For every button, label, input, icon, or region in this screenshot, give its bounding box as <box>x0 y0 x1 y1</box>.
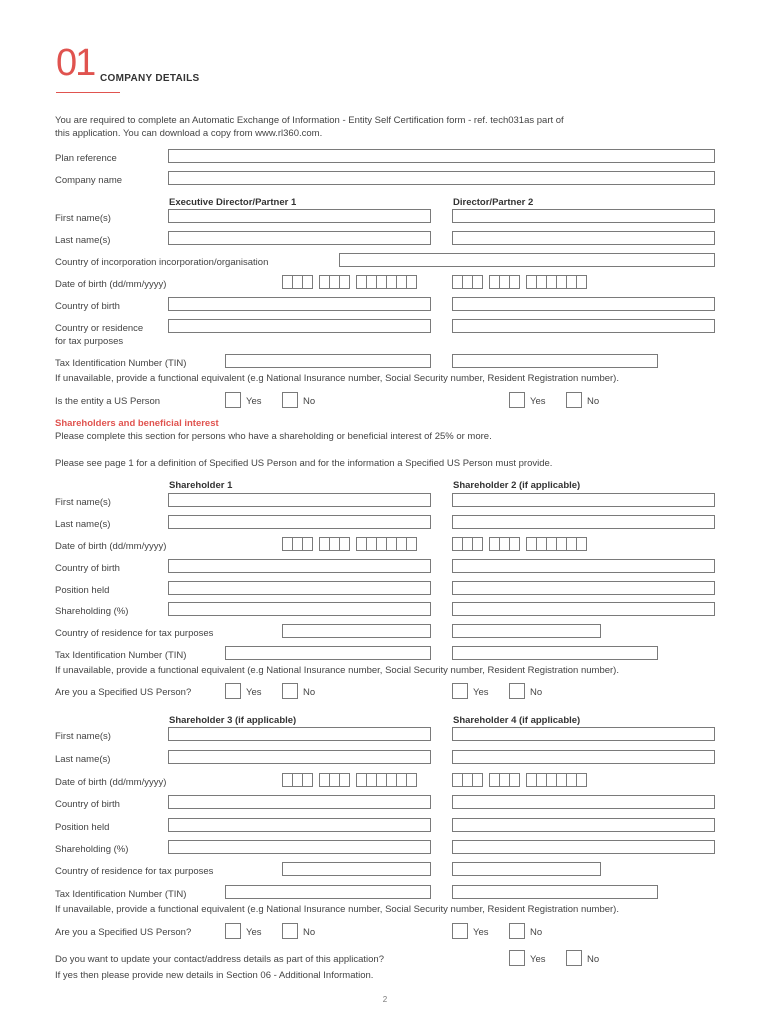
director-2-dob-field[interactable] <box>452 275 587 289</box>
update-no-label: No <box>587 954 600 965</box>
shareholder-3-position-field[interactable] <box>168 818 431 832</box>
shareholder-1-header: Shareholder 1 <box>169 480 233 491</box>
shareholder-2-us-no-label: No <box>530 687 543 698</box>
shareholder-4-us-no-label: No <box>530 927 543 938</box>
shareholder-1-us-no-checkbox[interactable] <box>282 683 298 699</box>
page-number: 2 <box>382 995 388 1004</box>
director-1-country-birth-field[interactable] <box>168 297 431 311</box>
plan-reference-label: Plan reference <box>55 153 117 164</box>
sh34-last-names-label: Last name(s) <box>55 754 111 765</box>
shareholder-4-first-names-field[interactable] <box>452 727 715 741</box>
shareholder-1-position-field[interactable] <box>168 581 431 595</box>
sh12-dob-label: Date of birth (dd/mm/yyyy) <box>55 541 167 552</box>
director-2-country-birth-field[interactable] <box>452 297 715 311</box>
shareholder-2-country-residence-field[interactable] <box>452 624 601 638</box>
director-1-tin-field[interactable] <box>225 354 431 368</box>
shareholder-1-shareholding-field[interactable] <box>168 602 431 616</box>
sh34-first-names-label: First name(s) <box>55 731 111 742</box>
shareholder-3-last-names-field[interactable] <box>168 750 431 764</box>
section-underline <box>56 92 120 93</box>
update-details-question: Do you want to update your contact/address details as part of this application? <box>55 954 385 965</box>
shareholder-4-country-birth-field[interactable] <box>452 795 715 809</box>
director-1-header: Executive Director/Partner 1 <box>169 197 297 208</box>
director-1-country-residence-field[interactable] <box>168 319 431 333</box>
shareholder-4-country-residence-field[interactable] <box>452 862 601 876</box>
update-yes-checkbox[interactable] <box>509 950 525 966</box>
director-last-names-label: Last name(s) <box>55 235 111 246</box>
sh12-position-label: Position held <box>55 585 110 596</box>
shareholder-3-shareholding-field[interactable] <box>168 840 431 854</box>
section-number: 01 <box>56 42 95 84</box>
shareholder-3-us-no-label: No <box>303 927 316 938</box>
shareholder-4-position-field[interactable] <box>452 818 715 832</box>
director-2-us-yes-label: Yes <box>530 396 546 407</box>
plan-reference-field[interactable] <box>168 149 715 163</box>
sh12-tin-note: If unavailable, provide a functional equivalent (e.g National Insurance number, Social Security number, Resident Registration number). <box>55 665 619 676</box>
shareholders-instruction-1: Please complete this section for persons who have a shareholding or beneficial interest of 25% or more. <box>55 431 492 442</box>
sh34-position-label: Position held <box>55 822 110 833</box>
director-1-us-no-checkbox[interactable] <box>282 392 298 408</box>
director-1-last-names-field[interactable] <box>168 231 431 245</box>
shareholder-3-us-yes-checkbox[interactable] <box>225 923 241 939</box>
sh34-shareholding-label: Shareholding (%) <box>55 844 129 855</box>
shareholder-2-us-yes-label: Yes <box>473 687 489 698</box>
shareholder-2-position-field[interactable] <box>452 581 715 595</box>
director-1-us-yes-checkbox[interactable] <box>225 392 241 408</box>
shareholder-1-country-residence-field[interactable] <box>282 624 431 638</box>
update-no-checkbox[interactable] <box>566 950 582 966</box>
shareholder-2-us-no-checkbox[interactable] <box>509 683 525 699</box>
update-yes-label: Yes <box>530 954 546 965</box>
shareholder-1-last-names-field[interactable] <box>168 515 431 529</box>
director-2-first-names-field[interactable] <box>452 209 715 223</box>
director-1-us-no-label: No <box>303 396 316 407</box>
sh34-tin-label: Tax Identification Number (TIN) <box>55 889 187 900</box>
sh12-us-person-label: Are you a Specified US Person? <box>55 687 192 698</box>
shareholder-2-tin-field[interactable] <box>452 646 658 660</box>
shareholder-3-first-names-field[interactable] <box>168 727 431 741</box>
shareholder-1-us-no-label: No <box>303 687 316 698</box>
sh12-shareholding-label: Shareholding (%) <box>55 606 129 617</box>
shareholder-2-shareholding-field[interactable] <box>452 602 715 616</box>
shareholder-3-country-residence-field[interactable] <box>282 862 431 876</box>
shareholder-4-shareholding-field[interactable] <box>452 840 715 854</box>
director-dob-label: Date of birth (dd/mm/yyyy) <box>55 279 167 290</box>
sh12-country-residence-label: Country of residence for tax purposes <box>55 628 214 639</box>
shareholder-1-country-birth-field[interactable] <box>168 559 431 573</box>
country-incorporation-field[interactable] <box>339 253 715 267</box>
shareholder-3-country-birth-field[interactable] <box>168 795 431 809</box>
shareholder-2-us-yes-checkbox[interactable] <box>452 683 468 699</box>
shareholder-4-dob-field[interactable] <box>452 773 587 787</box>
sh34-tin-note: If unavailable, provide a functional equivalent (e.g National Insurance number, Social Security number, Resident Registration number). <box>55 904 619 915</box>
shareholder-4-us-yes-label: Yes <box>473 927 489 938</box>
shareholder-2-header: Shareholder 2 (if applicable) <box>453 480 581 491</box>
director-tin-label: Tax Identification Number (TIN) <box>55 358 187 369</box>
director-2-us-no-label: No <box>587 396 600 407</box>
sh34-country-residence-label: Country of residence for tax purposes <box>55 866 214 877</box>
sh34-us-person-label: Are you a Specified US Person? <box>55 927 192 938</box>
intro-line-1: You are required to complete an Automatic Exchange of Information - Entity Self Certification form - ref. tech031as part of <box>55 115 564 126</box>
shareholder-2-dob-field[interactable] <box>452 537 587 551</box>
shareholders-instruction-2: Please see page 1 for a definition of Specified US Person and for the information a Specified US Person must provide. <box>55 458 553 469</box>
shareholder-4-header: Shareholder 4 (if applicable) <box>453 715 581 726</box>
shareholder-4-us-no-checkbox[interactable] <box>509 923 525 939</box>
shareholder-1-tin-field[interactable] <box>225 646 431 660</box>
director-country-residence-label-2: for tax purposes <box>55 336 124 347</box>
director-2-tin-field[interactable] <box>452 354 658 368</box>
shareholder-4-us-yes-checkbox[interactable] <box>452 923 468 939</box>
shareholder-2-first-names-field[interactable] <box>452 493 715 507</box>
shareholder-3-header: Shareholder 3 (if applicable) <box>169 715 297 726</box>
sh34-country-birth-label: Country of birth <box>55 799 120 810</box>
shareholder-3-tin-field[interactable] <box>225 885 431 899</box>
shareholder-4-tin-field[interactable] <box>452 885 658 899</box>
shareholder-1-dob-field[interactable] <box>282 537 417 551</box>
director-1-us-yes-label: Yes <box>246 396 262 407</box>
shareholder-2-country-birth-field[interactable] <box>452 559 715 573</box>
company-name-label: Company name <box>55 175 123 186</box>
shareholder-1-us-yes-checkbox[interactable] <box>225 683 241 699</box>
shareholder-3-us-yes-label: Yes <box>246 927 262 938</box>
director-1-dob-field[interactable] <box>282 275 417 289</box>
shareholder-2-last-names-field[interactable] <box>452 515 715 529</box>
director-2-country-residence-field[interactable] <box>452 319 715 333</box>
shareholder-3-dob-field[interactable] <box>282 773 417 787</box>
company-name-field[interactable] <box>168 171 715 185</box>
director-2-header: Director/Partner 2 <box>453 197 534 208</box>
director-2-us-no-checkbox[interactable] <box>566 392 582 408</box>
country-incorporation-label: Country of incorporation incorporation/organisation <box>55 257 269 268</box>
sh12-last-names-label: Last name(s) <box>55 519 111 530</box>
intro-line-2: this application. You can download a copy from www.rl360.com. <box>55 128 323 139</box>
director-1-first-names-field[interactable] <box>168 209 431 223</box>
sh12-tin-label: Tax Identification Number (TIN) <box>55 650 187 661</box>
sh12-first-names-label: First name(s) <box>55 497 111 508</box>
update-details-note: If yes then please provide new details in Section 06 - Additional Information. <box>55 970 374 981</box>
shareholder-4-last-names-field[interactable] <box>452 750 715 764</box>
shareholder-1-first-names-field[interactable] <box>168 493 431 507</box>
sh34-dob-label: Date of birth (dd/mm/yyyy) <box>55 777 167 788</box>
section-title: COMPANY DETAILS <box>100 73 200 84</box>
sh12-country-birth-label: Country of birth <box>55 563 120 574</box>
director-2-last-names-field[interactable] <box>452 231 715 245</box>
shareholder-1-us-yes-label: Yes <box>246 687 262 698</box>
director-country-birth-label: Country of birth <box>55 301 120 312</box>
director-country-residence-label-1: Country or residence <box>55 323 144 334</box>
shareholder-3-us-no-checkbox[interactable] <box>282 923 298 939</box>
director-2-us-yes-checkbox[interactable] <box>509 392 525 408</box>
director-tin-note: If unavailable, provide a functional equivalent (e.g National Insurance number, Social Security number, Resident Registration number). <box>55 373 619 384</box>
shareholders-heading: Shareholders and beneficial interest <box>55 418 219 429</box>
entity-us-person-label: Is the entity a US Person <box>55 396 161 407</box>
director-first-names-label: First name(s) <box>55 213 111 224</box>
